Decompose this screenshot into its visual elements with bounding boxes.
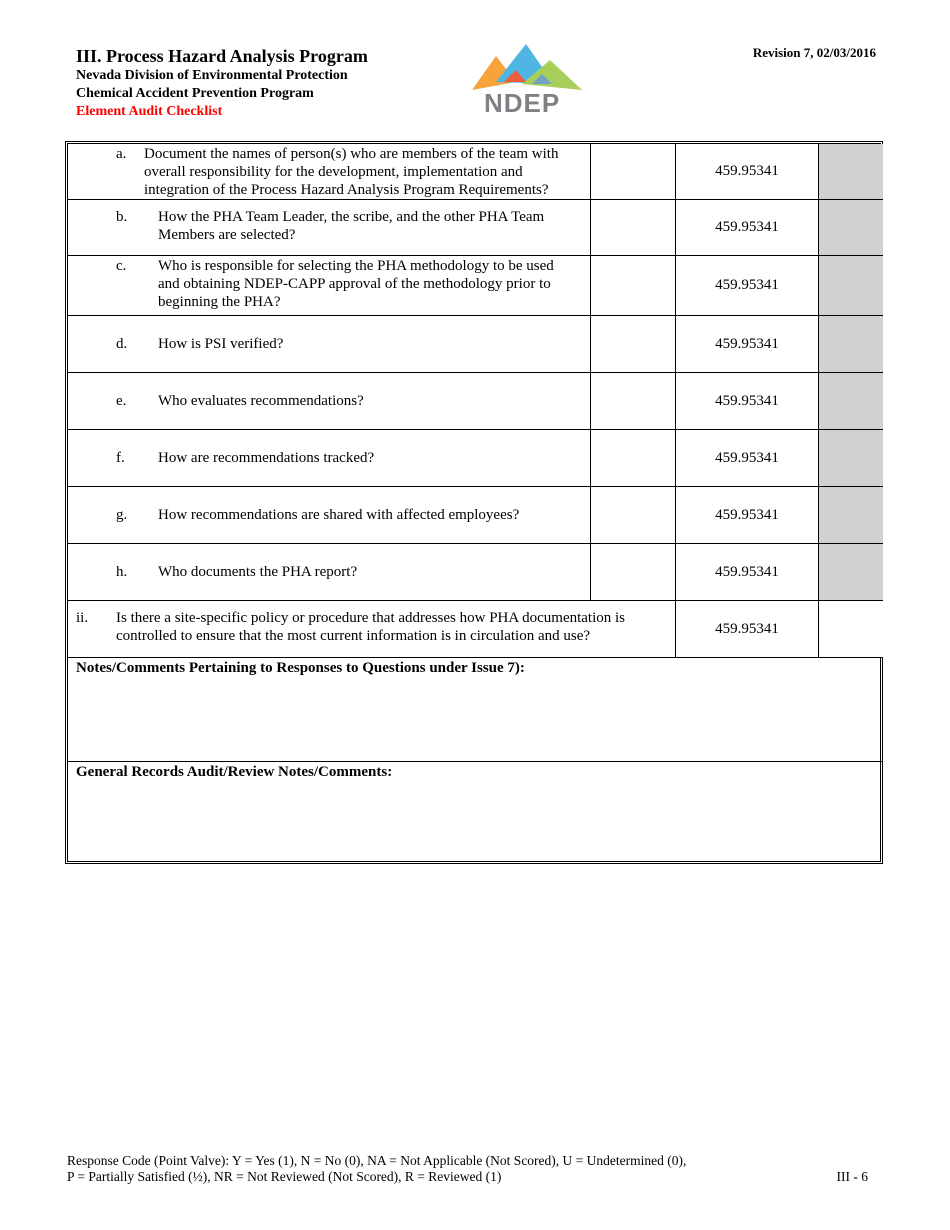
table-row <box>68 144 883 200</box>
question-cell <box>68 487 591 543</box>
question-text: How recommendations are shared with affected employees? <box>158 507 520 523</box>
row-label: c. <box>116 258 127 274</box>
response-cell[interactable] <box>591 144 676 199</box>
question-text: How is PSI verified? <box>158 336 284 352</box>
score-cell <box>819 256 883 315</box>
program-name: Chemical Accident Prevention Program <box>76 86 314 101</box>
question-text: Who is responsible for selecting the PHA methodology to be used and obtaining NDEP-CAPP approval of the methodology prior to beginning the PHA? <box>158 258 554 310</box>
regulation-reference: 459.95341 <box>676 144 819 199</box>
general-notes-label: General Records Audit/Review Notes/Comments: <box>76 764 393 780</box>
regulation-reference: 459.95341 <box>676 373 819 429</box>
division-name: Nevada Division of Environmental Protection <box>76 68 348 83</box>
question-cell <box>68 373 591 429</box>
question-cell <box>68 544 591 600</box>
question-cell <box>68 200 591 255</box>
issue-notes-label: Notes/Comments Pertaining to Responses to Questions under Issue 7): <box>76 660 525 676</box>
question-text: How the PHA Team Leader, the scribe, and the other PHA Team Members are selected? <box>158 209 545 243</box>
score-cell <box>819 544 883 600</box>
score-cell <box>819 373 883 429</box>
regulation-reference: 459.95341 <box>676 316 819 372</box>
table-row <box>68 601 883 658</box>
regulation-reference: 459.95341 <box>676 544 819 600</box>
response-cell[interactable] <box>591 487 676 543</box>
row-label: ii. <box>76 610 89 626</box>
score-cell <box>819 316 883 372</box>
regulation-reference: 459.95341 <box>676 601 819 657</box>
table-row <box>68 544 883 601</box>
row-label: h. <box>116 564 128 580</box>
regulation-reference: 459.95341 <box>676 200 819 255</box>
question-text: Who evaluates recommendations? <box>158 393 364 409</box>
checklist-title: Element Audit Checklist <box>76 104 223 119</box>
row-label: b. <box>116 209 128 225</box>
row-label: f. <box>116 450 125 466</box>
response-cell[interactable] <box>591 256 676 315</box>
table-row <box>68 316 883 373</box>
question-cell <box>68 316 591 372</box>
response-cell[interactable] <box>591 430 676 486</box>
table-row <box>68 256 883 316</box>
question-cell <box>68 256 591 315</box>
row-label: g. <box>116 507 128 523</box>
revision-label: Revision 7, 02/03/2016 <box>752 45 876 60</box>
response-cell[interactable] <box>591 373 676 429</box>
response-cell[interactable] <box>591 200 676 255</box>
table-row <box>68 200 883 256</box>
row-label: d. <box>116 336 128 352</box>
question-text: Who documents the PHA report? <box>158 564 358 580</box>
legend-line-1: Response Code (Point Valve): Y = Yes (1), N = No (0), NA = Not Applicable (Not Scored), U = Undetermined (0), <box>67 1153 687 1168</box>
score-cell <box>819 144 883 199</box>
response-code-legend <box>67 1153 686 1185</box>
question-cell <box>68 601 676 657</box>
regulation-reference: 459.95341 <box>676 256 819 315</box>
regulation-reference: 459.95341 <box>676 430 819 486</box>
document-header <box>76 45 368 121</box>
score-cell <box>819 430 883 486</box>
table-row <box>68 487 883 544</box>
issue-notes-section[interactable] <box>68 658 883 762</box>
question-cell <box>68 144 591 199</box>
table-row <box>68 373 883 430</box>
question-text: Is there a site-specific policy or procedure that addresses how PHA documentation is controlled to ensure that the most current information is in circulation and use? <box>116 610 626 644</box>
page-number: III - 6 <box>836 1169 868 1184</box>
question-cell <box>68 430 591 486</box>
row-label: e. <box>116 393 127 409</box>
legend-line-2: P = Partially Satisfied (½), NR = Not Reviewed (Not Scored), R = Reviewed (1) <box>67 1169 502 1184</box>
response-cell[interactable] <box>591 316 676 372</box>
response-cell[interactable] <box>591 544 676 600</box>
table-row <box>68 430 883 487</box>
general-notes-section[interactable] <box>68 762 883 861</box>
question-text: Document the names of person(s) who are members of the team with overall responsibility for the development, implementation and integration of the Process Hazard Analysis Program Requirements? <box>144 146 559 198</box>
row-label: a. <box>116 146 127 162</box>
section-title: III. Process Hazard Analysis Program <box>76 46 368 66</box>
score-cell <box>819 487 883 543</box>
score-cell[interactable] <box>819 601 883 657</box>
regulation-reference: 459.95341 <box>676 487 819 543</box>
question-text: How are recommendations tracked? <box>158 450 375 466</box>
ndep-logo-text: NDEP <box>484 88 561 118</box>
score-cell <box>819 200 883 255</box>
